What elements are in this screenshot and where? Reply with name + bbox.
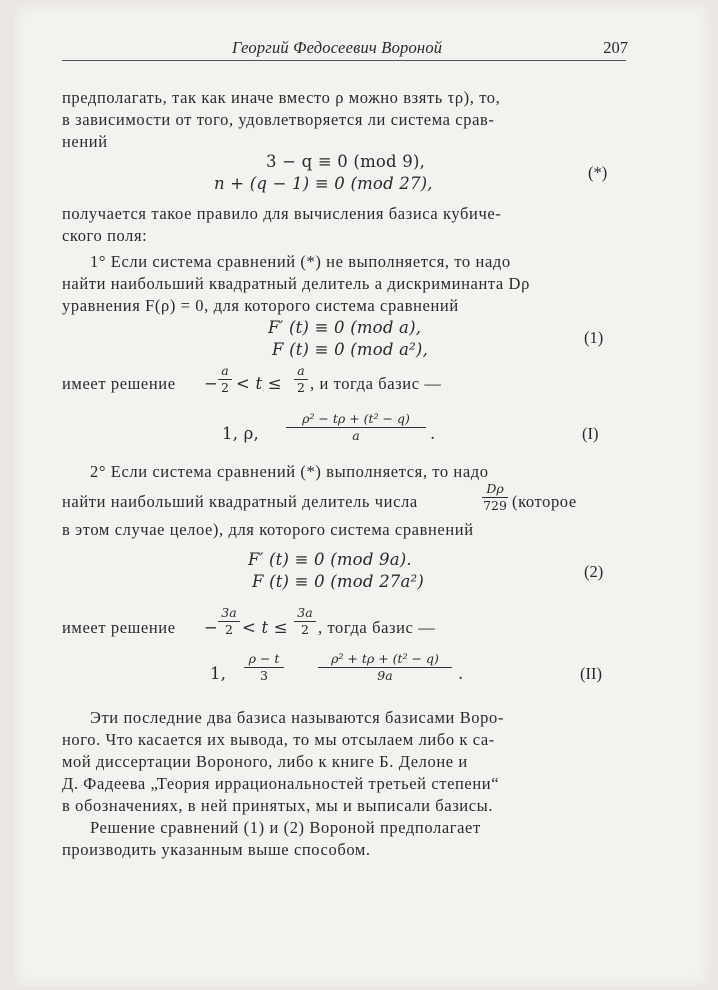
running-title: Георгий Федосеевич Вороной xyxy=(232,38,443,57)
equation-label: (II) xyxy=(580,664,602,683)
equation-line: F (t) ≡ 0 (mod a²), xyxy=(272,340,429,359)
text-line: Решение сравнений (1) и (2) Вороной предполагает xyxy=(90,818,481,837)
numerator: ρ² − tρ + (t² − q) xyxy=(302,411,410,426)
page-header xyxy=(62,38,626,58)
fraction xyxy=(482,482,508,513)
text-line: в зависимости от того, удовлетворяется ли система срав- xyxy=(62,110,495,129)
fraction xyxy=(218,606,240,637)
equation-line: 3 − q ≡ 0 (mod 9), xyxy=(266,152,426,171)
text-line: нений xyxy=(62,132,108,151)
text-line: имеет решение xyxy=(62,374,176,393)
denominator: 2 xyxy=(221,380,229,395)
text-line: в обозначениях, в ней принятых, мы и выписали базисы. xyxy=(62,796,494,815)
fraction xyxy=(318,652,452,683)
text-line: 1° Если система сравнений (*) не выполняется, то надо xyxy=(90,252,511,271)
equation-line: F′ (t) ≡ 0 (mod a), xyxy=(268,318,422,337)
page-number: 207 xyxy=(603,38,628,57)
inequality: < t ≤ xyxy=(236,374,282,393)
numerator: Dρ xyxy=(486,481,504,496)
period: . xyxy=(458,664,464,683)
text-line: (которое xyxy=(512,492,577,511)
minus-sign: − xyxy=(204,374,219,393)
fraction xyxy=(218,364,232,395)
text-line: мой диссертации Вороного, либо к книге Б. Делоне и xyxy=(62,752,468,771)
equation-line: n + (q − 1) ≡ 0 (mod 27), xyxy=(214,174,433,193)
equation-label: (1) xyxy=(584,328,604,347)
text-line: предполагать, так как иначе вместо ρ можно взять τρ), то, xyxy=(62,88,501,107)
text-line: уравнения F(ρ) = 0, для которого система сравнений xyxy=(62,296,459,315)
denominator: 9a xyxy=(377,668,393,683)
equation-label: (2) xyxy=(584,562,604,581)
numerator: ρ² + tρ + (t² − q) xyxy=(331,651,439,666)
text-line: 2° Если система сравнений (*) выполняется, то надо xyxy=(90,462,489,481)
fraction xyxy=(294,364,308,395)
denominator: a xyxy=(352,428,360,443)
text-line: ного. Что касается их вывода, то мы отсылаем либо к са- xyxy=(62,730,495,749)
text-line: ского поля: xyxy=(62,226,148,245)
text-line: , тогда базис — xyxy=(318,618,436,637)
equation-line: F (t) ≡ 0 (mod 27a²) xyxy=(252,572,424,591)
denominator: 3 xyxy=(260,668,268,683)
numerator: a xyxy=(297,363,305,378)
basis-lead: 1, xyxy=(210,664,227,683)
fraction xyxy=(244,652,284,683)
text-line: , и тогда базис — xyxy=(310,374,442,393)
denominator: 2 xyxy=(301,622,309,637)
equation-line: F′ (t) ≡ 0 (mod 9a). xyxy=(248,550,412,569)
numerator: ρ − t xyxy=(248,651,280,666)
denominator: 2 xyxy=(225,622,233,637)
text-line: производить указанным выше способом. xyxy=(62,840,371,859)
numerator: 3a xyxy=(297,605,313,620)
text-line: в этом случае целое), для которого система сравнений xyxy=(62,520,474,539)
numerator: a xyxy=(221,363,229,378)
numerator: 3a xyxy=(221,605,237,620)
denominator: 729 xyxy=(483,498,507,513)
fraction xyxy=(294,606,316,637)
text-line: Д. Фадеева „Теория иррациональностей третьей степени“ xyxy=(62,774,500,793)
inequality: < t ≤ xyxy=(242,618,288,637)
minus-sign: − xyxy=(204,618,219,637)
equation-label: (I) xyxy=(582,424,599,443)
basis-lead: 1, ρ, xyxy=(222,424,259,443)
text-line: Эти последние два базиса называются базисами Воро- xyxy=(90,708,504,727)
denominator: 2 xyxy=(297,380,305,395)
equation-label: (*) xyxy=(588,163,608,182)
header-rule xyxy=(62,60,626,61)
fraction xyxy=(286,412,426,443)
period: . xyxy=(430,424,436,443)
text-line: найти наибольший квадратный делитель a дискриминанта Dρ xyxy=(62,274,530,293)
text-line: получается такое правило для вычисления базиса кубиче- xyxy=(62,204,502,223)
text-line: имеет решение xyxy=(62,618,176,637)
text-line: найти наибольший квадратный делитель числа xyxy=(62,492,418,511)
